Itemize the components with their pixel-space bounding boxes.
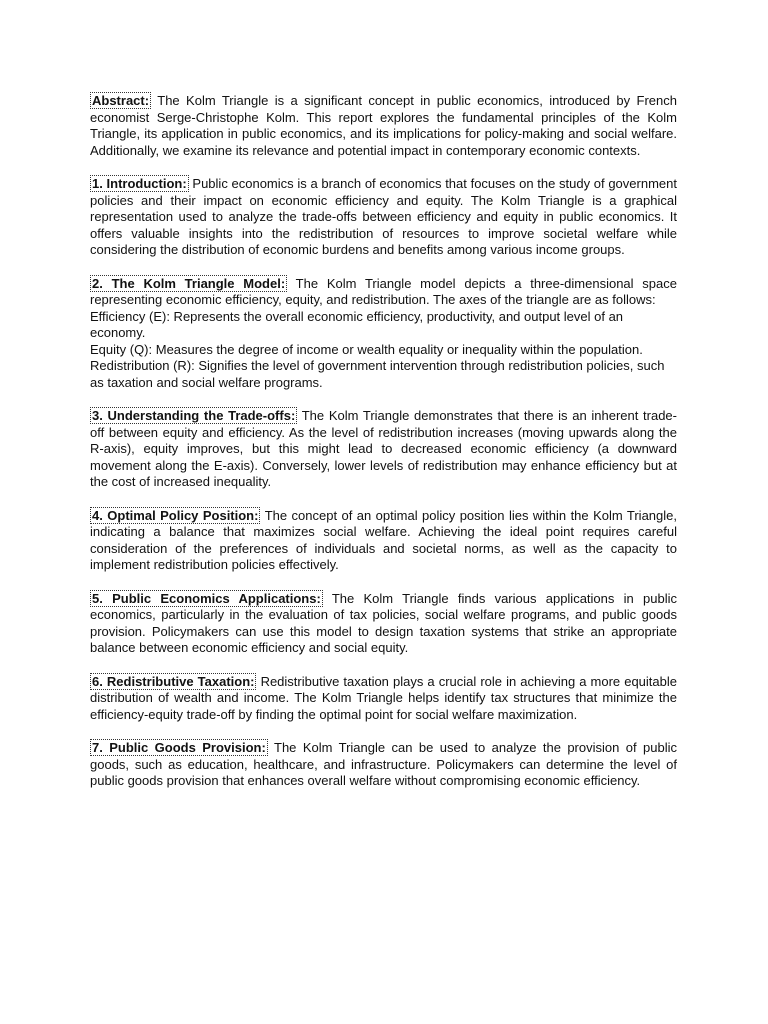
model-text: The Kolm Triangle model depicts a three-dimensional space representing economic efficiency, equity, and redistribution. The axes of the triangle are as follows:: [90, 275, 677, 307]
efficiency-axis-line: Efficiency (E): Represents the overall economic efficiency, productivity, and output level of an economy.: [90, 308, 624, 340]
model-paragraph: [90, 276, 677, 392]
optimal-paragraph: [90, 508, 677, 574]
taxation-paragraph: [90, 674, 677, 724]
tradeoffs-paragraph: [90, 408, 677, 491]
applications-heading: 5. Public Economics Applications:: [92, 590, 321, 606]
abstract-text: The Kolm Triangle is a significant concept in public economics, introduced by French economist Serge-Christophe Kolm. This report explores the fundamental principles of the Kolm Triangle, its application in public economics, and its implications for policy-making and social welfare. Additionally, we examine its relevance and potential impact in contemporary economic contexts.: [90, 93, 677, 158]
applications-text: The Kolm Triangle finds various applications in public economics, particularly in the evaluation of tax policies, social welfare programs, and public goods provision. Policymakers can use this model to design taxation systems that strike an appropriate balance between economic efficiency and social equity.: [90, 590, 677, 655]
redistribution-axis-line: Redistribution (R): Signifies the level of government intervention through redistribution policies, such as taxation and social welfare programs.: [90, 358, 665, 390]
model-heading: 2. The Kolm Triangle Model:: [92, 275, 286, 291]
public-goods-text: The Kolm Triangle can be used to analyze the provision of public goods, such as education, healthcare, and infrastructure. Policymakers can determine the level of public goods provision that enhances overall welfare without compromising economic efficiency.: [90, 740, 677, 788]
equity-axis-line: Equity (Q): Measures the degree of income or wealth equality or inequality within the population.: [90, 341, 643, 357]
introduction-heading: 1. Introduction:: [92, 176, 187, 191]
taxation-text: Redistributive taxation plays a crucial role in achieving a more equitable distribution of wealth and income. The Kolm Triangle helps identify tax structures that minimize the efficiency-equity trade-off by finding the optimal point for social welfare maximization.: [90, 673, 677, 722]
tradeoffs-text: The Kolm Triangle demonstrates that there is an inherent trade-off between equity and efficiency. As the level of redistribution increases (moving upwards along the R-axis), equity improves, but this might lead to decreased economic efficiency (a downward movement along the E-axis). Conversely, lower levels of redistribution may enhance efficiency but at the cost of increased inequality.: [90, 408, 677, 489]
taxation-heading: 6. Redistributive Taxation:: [92, 673, 255, 689]
optimal-heading: 4. Optimal Policy Position:: [92, 507, 259, 523]
public-goods-heading: 7. Public Goods Provision:: [92, 740, 266, 755]
abstract-heading: Abstract:: [92, 93, 150, 108]
applications-paragraph: [90, 591, 677, 657]
introduction-paragraph: [90, 176, 677, 259]
abstract-paragraph: [90, 93, 677, 159]
document-page: [90, 93, 677, 807]
public-goods-paragraph: [90, 740, 677, 790]
introduction-text: Public economics is a branch of economics that focuses on the study of government policies and their impact on economic efficiency and equity. The Kolm Triangle is a graphical representation used to analyze the trade-offs between efficiency and equity in public economics. It offers valuable insights into the redistribution of resources to improve societal welfare while considering the distribution of economic burdens and benefits among various income groups.: [90, 176, 677, 257]
tradeoffs-heading: 3. Understanding the Trade-offs:: [92, 408, 296, 423]
optimal-text: The concept of an optimal policy position lies within the Kolm Triangle, indicating a balance that maximizes social welfare. Achieving the ideal point requires careful consideration of the preferences of individuals and societal norms, as well as the capacity to implement redistribution policies effectively.: [90, 507, 677, 572]
